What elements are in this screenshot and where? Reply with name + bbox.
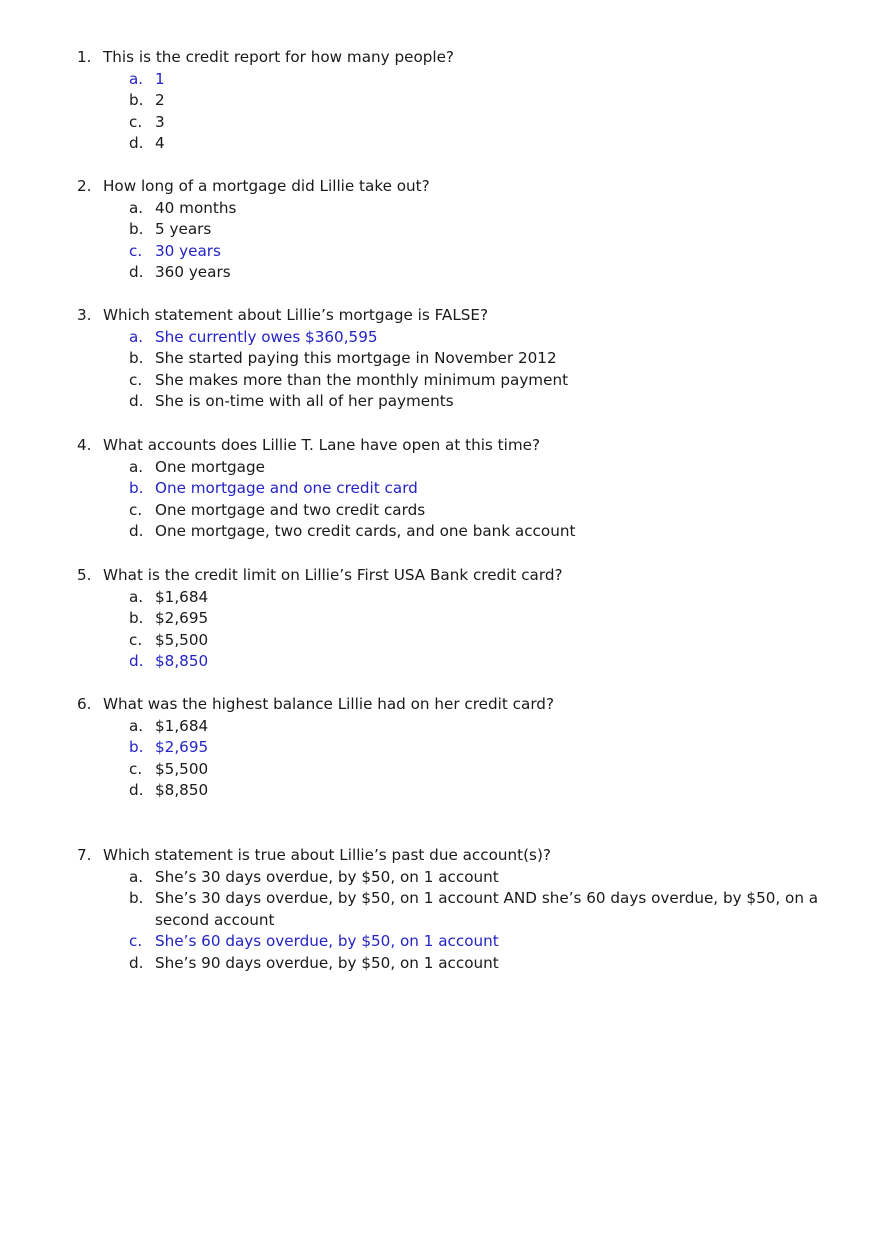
option-letter: d. [129, 134, 144, 153]
answer-option-b [0, 478, 880, 500]
option-letter: d. [129, 392, 144, 411]
question-text: This is the credit report for how many people? [103, 48, 454, 66]
option-text: She is on-time with all of her payments [155, 392, 454, 411]
question-stem [0, 565, 880, 587]
option-letter: a. [129, 198, 144, 217]
question-4 [0, 435, 880, 543]
option-text: She currently owes $360,595 [155, 327, 378, 346]
option-letter: d. [129, 953, 144, 972]
option-text: $8,850 [155, 781, 209, 800]
option-text: One mortgage and two credit cards [155, 500, 426, 519]
answer-option-d [0, 133, 880, 155]
option-text: 5 years [155, 220, 212, 239]
answer-option-c [0, 759, 880, 781]
option-text: 360 years [155, 263, 231, 282]
option-letter: b. [129, 738, 144, 757]
option-text: She’s 60 days overdue, by $50, on 1 account [155, 932, 499, 951]
option-letter: a. [129, 69, 144, 88]
option-text: 4 [155, 134, 165, 153]
option-letter: c. [129, 932, 143, 951]
question-stem [0, 47, 880, 69]
option-letter: c. [129, 759, 143, 778]
option-text: $2,695 [155, 738, 209, 757]
question-stem [0, 694, 880, 716]
option-text: She makes more than the monthly minimum payment [155, 370, 569, 389]
option-letter: b. [129, 889, 144, 908]
option-text: $1,684 [155, 587, 209, 606]
question-text: What is the credit limit on Lillie’s First USA Bank credit card? [103, 566, 563, 584]
option-letter: a. [129, 587, 144, 606]
option-text: $1,684 [155, 716, 209, 735]
option-letter: d. [129, 652, 144, 671]
option-text: $5,500 [155, 630, 209, 649]
answer-option-c [0, 931, 880, 953]
question-5 [0, 565, 880, 673]
answer-option-d [0, 391, 880, 413]
option-letter: d. [129, 522, 144, 541]
answer-option-b [0, 737, 880, 759]
option-letter: b. [129, 91, 144, 110]
option-letter: a. [129, 327, 144, 346]
question-text: Which statement is true about Lillie’s past due account(s)? [103, 846, 551, 864]
option-text: 2 [155, 91, 165, 110]
answer-option-c [0, 370, 880, 392]
answer-option-c [0, 112, 880, 134]
option-letter: d. [129, 263, 144, 282]
question-number: 6. [77, 695, 92, 713]
question-stem [0, 845, 880, 867]
answer-option-b [0, 219, 880, 241]
answer-option-a [0, 198, 880, 220]
option-text: One mortgage and one credit card [155, 479, 418, 498]
option-letter: c. [129, 112, 143, 131]
answer-option-a [0, 457, 880, 479]
option-letter: b. [129, 220, 144, 239]
question-6 [0, 694, 880, 802]
question-text: What was the highest balance Lillie had on her credit card? [103, 695, 555, 713]
answer-option-d [0, 262, 880, 284]
answer-option-a [0, 867, 880, 889]
option-text: $8,850 [155, 652, 209, 671]
question-number: 3. [77, 306, 92, 324]
option-text: She started paying this mortgage in November 2012 [155, 349, 557, 368]
answer-option-d [0, 953, 880, 975]
option-text: She’s 30 days overdue, by $50, on 1 account [155, 867, 499, 886]
question-stem [0, 176, 880, 198]
answer-option-c [0, 241, 880, 263]
question-number: 7. [77, 846, 92, 864]
answer-option-a [0, 587, 880, 609]
option-letter: c. [129, 370, 143, 389]
option-letter: a. [129, 716, 144, 735]
option-letter: c. [129, 241, 143, 260]
answer-option-b [0, 608, 880, 630]
option-text: One mortgage, two credit cards, and one bank account [155, 522, 576, 541]
question-text: What accounts does Lillie T. Lane have open at this time? [103, 436, 541, 454]
option-letter: b. [129, 479, 144, 498]
option-text: She’s 30 days overdue, by $50, on 1 account AND she’s 60 days overdue, by $50, on a second account [155, 889, 819, 929]
option-text: She’s 90 days overdue, by $50, on 1 account [155, 953, 499, 972]
option-text: 1 [155, 69, 165, 88]
answer-option-a [0, 69, 880, 91]
answer-option-c [0, 630, 880, 652]
answer-option-b [0, 90, 880, 112]
question-7 [0, 845, 880, 975]
question-3 [0, 305, 880, 413]
answer-option-b [0, 348, 880, 370]
answer-option-d [0, 651, 880, 673]
option-text: 40 months [155, 198, 237, 217]
option-text: One mortgage [155, 457, 265, 476]
option-letter: b. [129, 609, 144, 628]
option-text: $2,695 [155, 609, 209, 628]
question-number: 2. [77, 177, 92, 195]
option-letter: c. [129, 500, 143, 519]
option-letter: a. [129, 867, 144, 886]
answer-option-c [0, 500, 880, 522]
answer-option-d [0, 780, 880, 802]
question-text: Which statement about Lillie’s mortgage is FALSE? [103, 306, 489, 324]
question-1 [0, 47, 880, 155]
option-text: 30 years [155, 241, 221, 260]
option-text: 3 [155, 112, 165, 131]
question-stem [0, 305, 880, 327]
answer-option-a [0, 716, 880, 738]
question-2 [0, 176, 880, 284]
option-letter: c. [129, 630, 143, 649]
answer-option-b [0, 888, 880, 931]
question-number: 5. [77, 566, 92, 584]
question-number: 4. [77, 436, 92, 454]
answer-option-d [0, 521, 880, 543]
question-stem [0, 435, 880, 457]
option-letter: a. [129, 457, 144, 476]
question-text: How long of a mortgage did Lillie take out? [103, 177, 430, 195]
option-text: $5,500 [155, 759, 209, 778]
question-number: 1. [77, 48, 92, 66]
option-letter: b. [129, 349, 144, 368]
answer-option-a [0, 327, 880, 349]
option-letter: d. [129, 781, 144, 800]
